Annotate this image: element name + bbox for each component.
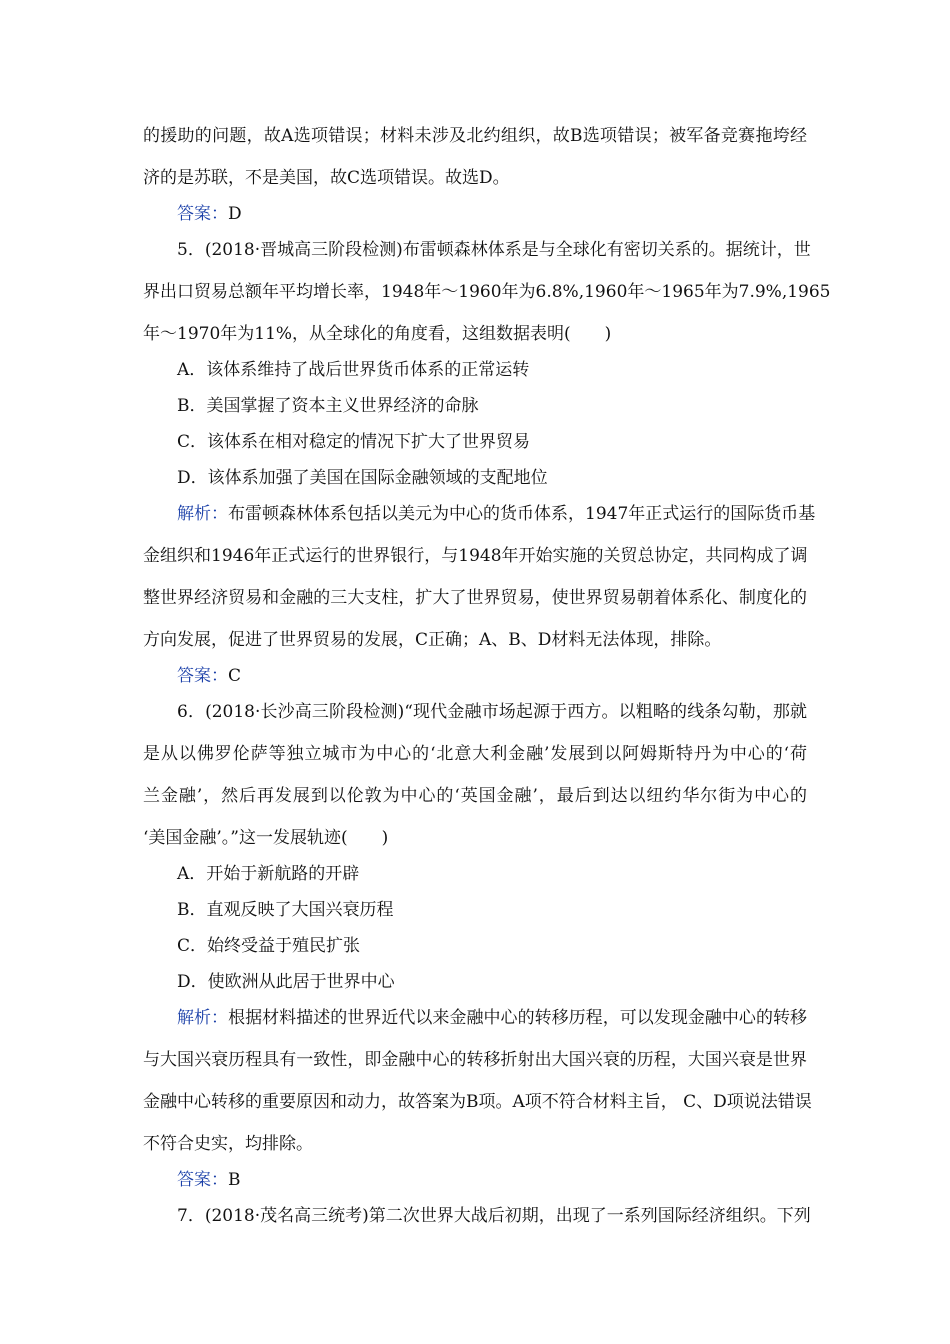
text-line: 整世界经济贸易和金融的三大支柱，扩大了世界贸易，使世界贸易朝着体系化、制度化的 (143, 588, 807, 608)
text-line: 方向发展，促进了世界贸易的发展，C正确；A、B、D材料无法体现，排除。 (143, 630, 722, 650)
text-line: 金组织和1946年正式运行的世界银行，与1948年开始实施的关贸总协定，共同构成了调 (143, 546, 808, 566)
option-d: D．使欧洲从此居于世界中心 (177, 972, 395, 992)
text-line: 是从以佛罗伦萨等独立城市为中心的‘北意大利金融’发展到以阿姆斯特丹为中心的‘荷 (143, 744, 807, 764)
option-c: C．始终受益于殖民扩张 (177, 936, 361, 956)
answer-label: 答案： (177, 666, 228, 686)
answer-line (177, 202, 807, 226)
question-6-stem: 6．(2018·长沙高三阶段检测)“现代金融市场起源于西方。以粗略的线条勾勒，那就 (177, 702, 807, 722)
text-line: 兰金融’，然后再发展到以伦敦为中心的‘英国金融’，最后到达以纽约华尔街为中心的 (143, 786, 807, 806)
option-b: B．直观反映了大国兴衰历程 (177, 900, 394, 920)
answer-value: C (228, 666, 242, 686)
answer-line (177, 664, 807, 688)
question-5-stem: 5．(2018·晋城高三阶段检测)布雷顿森林体系是与全球化有密切关系的。据统计，世 (177, 240, 811, 260)
question-7-stem: 7．(2018·茂名高三统考)第二次世界大战后初期，出现了一系列国际经济组织。下列 (177, 1206, 811, 1226)
text-line: 与大国兴衰历程具有一致性，即金融中心的转移折射出大国兴衰的历程，大国兴衰是世界 (143, 1050, 807, 1070)
text-line: 的援助的问题，故A选项错误；材料未涉及北约组织，故B选项错误；被军备竞赛拖垮经 (143, 126, 807, 146)
analysis-label: 解析： (177, 1008, 229, 1028)
analysis-label: 解析： (177, 504, 228, 524)
answer-value: D (228, 204, 242, 224)
text-line: 不符合史实，均排除。 (143, 1134, 313, 1154)
analysis-text: 根据材料描述的世界近代以来金融中心的转移历程，可以发现金融中心的转移 (228, 1008, 808, 1028)
answer-label: 答案： (177, 204, 228, 224)
analysis-text: 布雷顿森林体系包括以美元为中心的货币体系，1947年正式运行的国际货币基 (228, 504, 816, 524)
text-line: 年～1970年为11%，从全球化的角度看，这组数据表明( ) (143, 324, 612, 344)
analysis-line (177, 1006, 807, 1030)
answer-line (177, 1168, 807, 1192)
option-d: D．该体系加强了美国在国际金融领域的支配地位 (177, 468, 548, 488)
option-a: A．开始于新航路的开辟 (177, 864, 360, 884)
text-line: 金融中心转移的重要原因和动力，故答案为B项。A项不符合材料主旨， C、D项说法错误 (143, 1092, 812, 1112)
text-line: 界出口贸易总额年平均增长率，1948年～1960年为6.8%,1960年～1965年为7.9%,1965 (143, 282, 831, 302)
analysis-line (177, 502, 816, 526)
option-a: A．该体系维持了战后世界货币体系的正常运转 (177, 360, 530, 380)
answer-label: 答案： (177, 1170, 228, 1190)
answer-value: B (228, 1170, 241, 1190)
option-c: C．该体系在相对稳定的情况下扩大了世界贸易 (177, 432, 531, 452)
option-b: B．美国掌握了资本主义世界经济的命脉 (177, 396, 479, 416)
text-line: 济的是苏联，不是美国，故C选项错误。故选D。 (143, 168, 510, 188)
text-line: ‘美国金融’。”这一发展轨迹( ) (143, 828, 389, 848)
